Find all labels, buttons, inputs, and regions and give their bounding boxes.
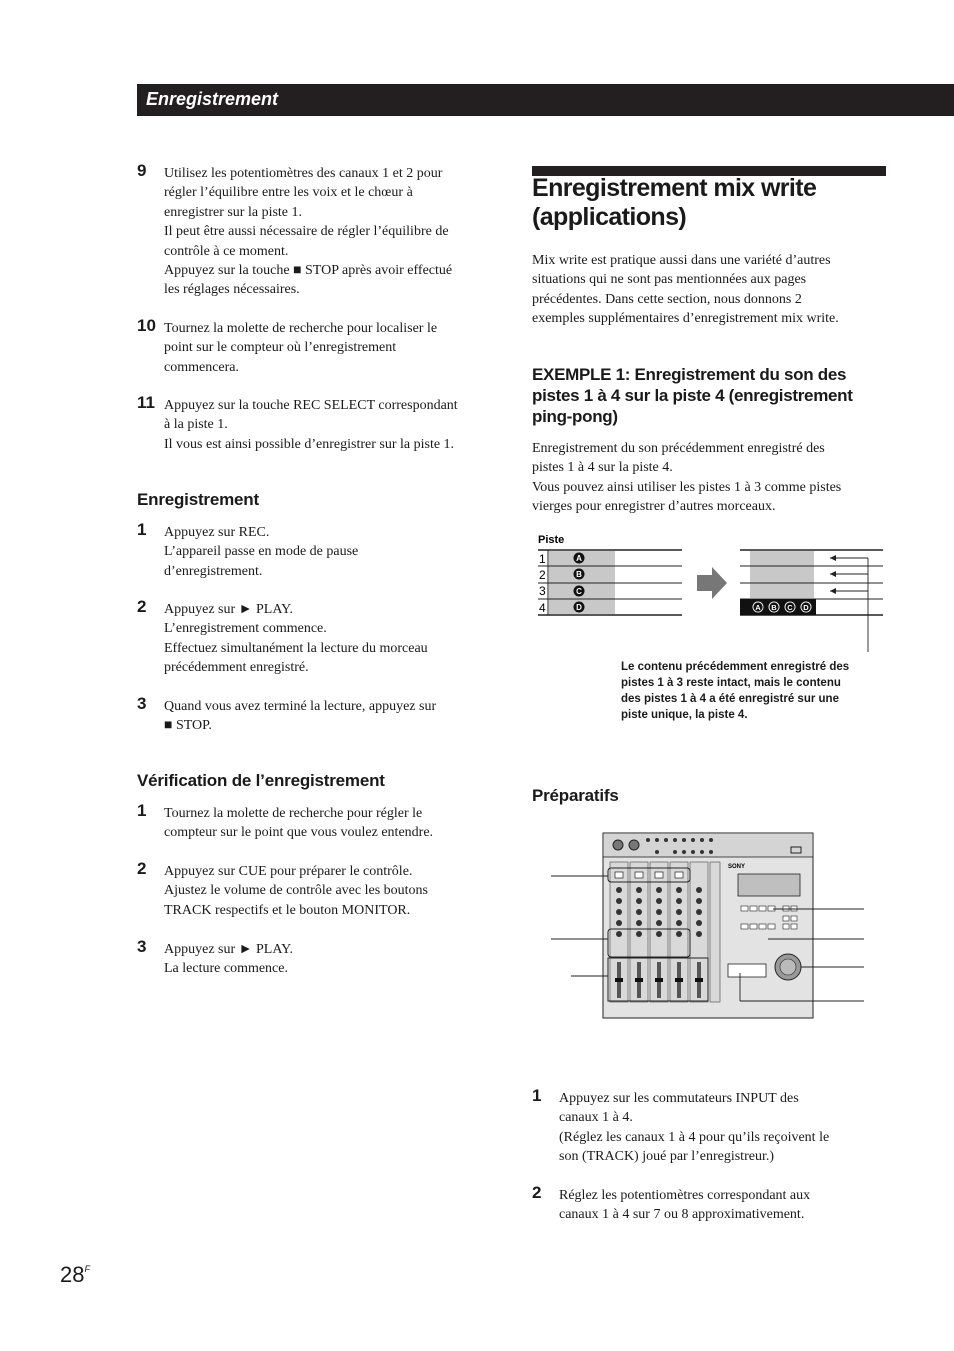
page-number-value: 28	[60, 1262, 85, 1287]
caption-line: Le contenu précédemment enregistré des	[621, 661, 850, 673]
caption-line: pistes 1 à 3 reste intact, mais le contenu	[621, 677, 841, 689]
track-bounce-diagram	[530, 528, 890, 658]
step-number: 2	[532, 1183, 542, 1202]
header-bar	[137, 84, 954, 116]
text-line: précédentes. Dans cette section, nous donnons 2	[532, 291, 802, 307]
input-knob	[613, 840, 623, 850]
step-text	[559, 1089, 889, 1167]
mixer-recorder-illustration	[548, 828, 868, 1024]
arrowhead-icon	[830, 571, 836, 577]
step-text	[164, 319, 494, 377]
text-line: Appuyez sur la touche ■ STOP après avoir effectué	[164, 263, 453, 279]
text-line: Vous pouvez ainsi utiliser les pistes 1 à 3 comme pistes	[532, 479, 842, 495]
step-number: 1	[137, 520, 147, 539]
track-number: 2	[539, 568, 546, 582]
step-number: 9	[137, 161, 147, 180]
text-line: Ajustez le volume de contrôle avec les boutons	[164, 883, 428, 899]
step-text	[164, 804, 494, 843]
unchanged-area	[750, 551, 814, 598]
text-line: commencera.	[164, 359, 240, 375]
heading-verification: Vérification de l’enregistrement	[137, 771, 385, 790]
text-line: Utilisez les potentiomètres des canaux 1 et 2 pour	[164, 166, 443, 181]
text-line: d’enregistrement.	[164, 563, 263, 579]
step-number: 1	[137, 801, 147, 820]
text-line: Quand vous avez terminé la lecture, appuyez sur	[164, 699, 437, 714]
page-number	[60, 1262, 90, 1288]
heading-preparatifs: Préparatifs	[532, 786, 619, 805]
page-title	[532, 174, 912, 232]
track-letter: A	[755, 603, 761, 612]
page-number-suffix: F	[84, 1264, 90, 1274]
text-line: exemples supplémentaires d’enregistrement mix write.	[532, 311, 839, 327]
caption-line: piste unique, la piste 4.	[621, 709, 748, 721]
text-line: vierges pour enregistrer d’autres morceaux.	[532, 499, 776, 515]
step-text	[164, 697, 494, 736]
step-text	[164, 600, 494, 678]
rec-select-panel	[728, 964, 766, 977]
intro-paragraph	[532, 251, 892, 329]
text-line: enregistrer sur la piste 1.	[164, 204, 303, 220]
title-line: (applications)	[532, 203, 687, 231]
step-number: 1	[532, 1086, 542, 1105]
step-number: 3	[137, 937, 147, 956]
text-line: régler l’équilibre entre les voix et le chœur à	[164, 185, 413, 201]
example-paragraph	[532, 439, 892, 517]
step-number: 3	[137, 694, 147, 713]
brand-logo: SONY	[728, 864, 746, 870]
track-letter: B	[576, 570, 582, 579]
heading-line: ping-pong)	[532, 407, 618, 426]
heading-enregistrement: Enregistrement	[137, 490, 259, 509]
step-number: 10	[137, 316, 156, 335]
track-letter: A	[576, 554, 582, 563]
display-window	[738, 874, 800, 896]
text-line: Mix write est pratique aussi dans une variété d’autres	[532, 253, 831, 268]
text-line: Tournez la molette de recherche pour régler le	[164, 806, 423, 821]
text-line: les réglages nécessaires.	[164, 282, 300, 298]
text-line: Appuyez sur REC.	[164, 525, 270, 540]
step-text	[164, 396, 494, 454]
section-header-title: Enregistrement	[146, 89, 279, 109]
text-line: Appuyez sur les commutateurs INPUT des	[559, 1091, 799, 1106]
text-line: à la piste 1.	[164, 417, 228, 433]
text-line: canaux 1 à 4 sur 7 ou 8 approximativement.	[559, 1207, 805, 1223]
diagram-caption	[621, 659, 883, 723]
text-line: Effectuez simultanément la lecture du morceau	[164, 640, 428, 656]
text-line: précédemment enregistré.	[164, 660, 309, 676]
text-line: Appuyez sur la touche REC SELECT correspondant	[164, 398, 458, 413]
text-line: Appuyez sur ► PLAY.	[164, 942, 293, 957]
track-number: 3	[539, 584, 546, 598]
text-line: canaux 1 à 4.	[559, 1110, 633, 1126]
step-number: 2	[137, 859, 147, 878]
text-line: Tournez la molette de recherche pour localiser le	[164, 321, 438, 336]
track-letter: D	[576, 603, 582, 612]
text-line: La lecture commence.	[164, 961, 288, 977]
track-letter: C	[787, 603, 793, 612]
title-line: Enregistrement mix write	[532, 174, 817, 202]
text-line: Il vous est ainsi possible d’enregistrer sur la piste 1.	[164, 436, 455, 452]
text-line: Il peut être aussi nécessaire de régler l’équilibre de	[164, 224, 449, 240]
arrowhead-icon	[830, 555, 836, 561]
text-line: contrôle à ce moment.	[164, 243, 289, 259]
text-line: Appuyez sur CUE pour préparer le contrôle.	[164, 864, 413, 879]
step-number: 2	[137, 597, 147, 616]
track-letter: C	[576, 587, 582, 596]
search-dial-center	[780, 959, 796, 975]
track-letter: D	[803, 603, 809, 612]
step-number: 11	[137, 393, 155, 412]
text-line: son (TRACK) joué par l’enregistreur.)	[559, 1149, 774, 1165]
arrowhead-icon	[830, 588, 836, 594]
heading-line: EXEMPLE 1: Enregistrement du son des	[532, 365, 847, 384]
track-number: 1	[539, 552, 546, 566]
step-text	[164, 862, 494, 920]
text-line: L’appareil passe en mode de pause	[164, 544, 359, 560]
text-line: L’enregistrement commence.	[164, 621, 327, 637]
text-line: point sur le compteur où l’enregistrement	[164, 340, 397, 356]
arrow-right-icon	[697, 567, 727, 599]
piste-label: Piste	[538, 534, 565, 546]
text-line: situations qui ne sont pas mentionnées aux pages	[532, 272, 807, 288]
text-line: compteur sur le point que vous voulez entendre.	[164, 825, 434, 841]
text-line: ■ STOP.	[164, 718, 212, 734]
step-text	[164, 940, 494, 979]
channel-strips	[610, 862, 720, 1002]
example-1-heading	[532, 364, 892, 427]
step-text	[559, 1186, 889, 1225]
text-line: Réglez les potentiomètres correspondant aux	[559, 1188, 811, 1203]
track-number: 4	[539, 601, 546, 615]
caption-line: des pistes 1 à 4 a été enregistré sur une	[621, 693, 839, 705]
step-text	[164, 523, 494, 581]
text-line: Enregistrement du son précédemment enregistré des	[532, 441, 825, 456]
text-line: Appuyez sur ► PLAY.	[164, 602, 293, 617]
text-line: TRACK respectifs et le bouton MONITOR.	[164, 902, 411, 918]
step-text	[164, 164, 494, 300]
track-letter: B	[771, 603, 777, 612]
text-line: pistes 1 à 4 sur la piste 4.	[532, 460, 673, 476]
heading-line: pistes 1 à 4 sur la piste 4 (enregistrement	[532, 386, 853, 405]
text-line: (Réglez les canaux 1 à 4 pour qu’ils reçoivent le	[559, 1129, 830, 1145]
input-knob	[629, 840, 639, 850]
